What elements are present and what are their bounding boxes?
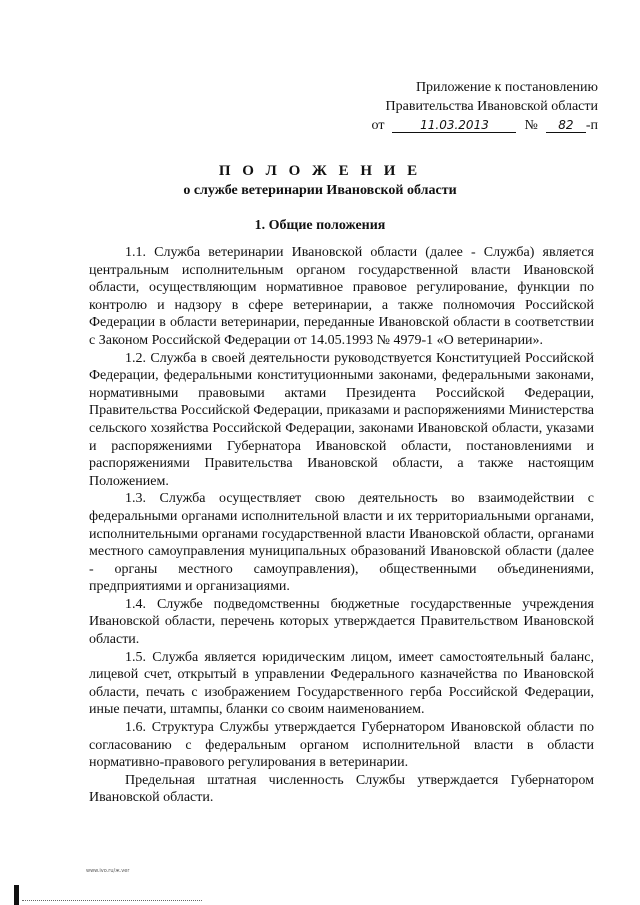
- attachment-block: [338, 78, 598, 135]
- paragraph-1-2: 1.2. Служба в своей деятельности руководствуется Конституцией Российской Федерации, федеральными конституционными законами, федеральными законами, нормативными правовыми актами Президента Российской Федерации, Правительства Российской Федерации, приказами и распоряжениями Министерства сельского хозяйства Российской Федерации, законами Ивановской области, указами и распоряжениями Губернатора Ивановской области, постановлениями и распоряжениями Правительства Ивановской области, а также настоящим Положением.: [89, 350, 594, 489]
- number-suffix: -п: [585, 118, 598, 133]
- document-title: П О Л О Ж Е Н И Е: [218, 163, 422, 179]
- date-prefix: от: [371, 118, 385, 133]
- footer-file-label: www.ivo.ru/ж.ver: [86, 868, 130, 874]
- attachment-line-2: Правительства Ивановской области: [385, 99, 598, 114]
- handwritten-date: 11.03.2013: [392, 118, 516, 133]
- paragraph-1-4: 1.4. Службе подведомственны бюджетные государственные учреждения Ивановской области, перечень которых утверждается Правительством Ивановской области.: [89, 596, 594, 648]
- paragraph-1-6: 1.6. Структура Службы утверждается Губернатором Ивановской области по согласованию с федеральным органом исполнительной власти в области нормативно-правового регулирования в ветеринарии.: [89, 720, 594, 771]
- section-heading: 1. Общие положения: [254, 218, 386, 233]
- paragraph-1-3: 1.3. Служба осуществляет свою деятельность во взаимодействии с федеральными органами исполнительной власти и их территориальными органами, исполнительными органами государственной власти Ивановской области, органами местного самоуправления муниципальных образований Ивановской области (далее - органы местного самоуправления), общественными объединениями, предприятиями и организациями.: [89, 491, 594, 595]
- paragraph-1-1: 1.1. Служба ветеринарии Ивановской области (далее - Служба) является центральным исполнительным органом государственной власти Ивановской области, осуществляющим нормативное правовое регулирование, функции по контролю и надзору в сфере ветеринарии, а также полномочия Российской Федерации в области ветеринарии, переданные Ивановской области в соответствии с Законом Российской Федерации от 14.05.1993 № 4979-1 «О ветеринарии».: [89, 245, 594, 348]
- attachment-line-1: Приложение к постановлению: [415, 80, 598, 95]
- document-subtitle: о службе ветеринарии Ивановской области: [183, 183, 457, 198]
- attachment-date-row: [338, 116, 598, 135]
- handwritten-number: 82: [546, 118, 586, 133]
- section-body: [89, 244, 594, 807]
- paragraph-staff-limit: Предельная штатная численность Службы утверждается Губернатором Ивановской области.: [89, 772, 594, 806]
- paragraph-1-5: 1.5. Служба является юридическим лицом, имеет самостоятельный баланс, лицевой счет, открытый в управлении Федерального казначейства по Ивановской области, печать с изображением Государственного герба Российской Федерации, иные печати, штампы, бланки со своим наименованием.: [89, 649, 594, 718]
- scan-edge-mark: [14, 885, 19, 905]
- number-prefix: №: [524, 118, 538, 133]
- scan-bottom-rule: [22, 900, 202, 901]
